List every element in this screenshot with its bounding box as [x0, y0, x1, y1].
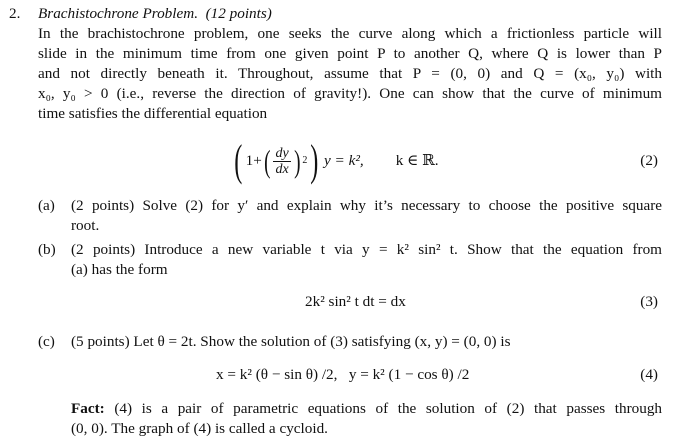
- fact-block: [71, 399, 662, 439]
- part-c-text: [71, 332, 662, 352]
- part-a-line-1: (2 points) Solve (2) for y′ and explain why it’s necessary to choose the positive square: [71, 197, 662, 214]
- problem-number: 2.: [9, 5, 21, 22]
- eq2-rhs: y = k²,: [324, 152, 364, 169]
- fact-line-2: (0, 0). The graph of (4) is called a cycloid.: [71, 420, 328, 437]
- part-b-line-1: (2 points) Introduce a new variable t via y = k² sin² t. Show that the equation from: [71, 241, 662, 258]
- problem-intro: [38, 4, 662, 124]
- equation-4: [0, 365, 677, 389]
- equation-2-body: ( 1+ ( $\frac{dy}{dx}$ ) 2 ) y = k², k ∈ ℝ.: [234, 136, 439, 185]
- equation-3: [0, 292, 677, 316]
- equation-3-number: (3): [640, 293, 658, 310]
- equation-4-number: (4): [640, 366, 658, 383]
- intro-line-1: In the brachistochrone problem, one seeks the curve along which a frictionless particle will: [38, 25, 662, 42]
- part-a-line-2: root.: [71, 217, 100, 234]
- intro-line-3: and not directly beneath it. Throughout, assume that P = (0, 0) and Q = (x₀, y₀) with: [38, 65, 662, 82]
- equation-3-body: 2k² sin² t dt = dx: [305, 293, 406, 310]
- right-big-paren: ): [310, 136, 319, 185]
- fraction-numerator: dy: [275, 145, 289, 161]
- part-c-line-1: (5 points) Let θ = 2t. Show the solution of (3) satisfying (x, y) = (0, 0) is: [71, 333, 511, 350]
- intro-line-4: x₀, y₀ > 0 (i.e., reverse the direction of gravity!). One can show that the curve of minimum: [38, 85, 662, 102]
- fraction-denominator: dx: [275, 161, 289, 177]
- part-a-text: [71, 196, 662, 236]
- problem-heading: [38, 4, 662, 24]
- left-big-paren: (: [234, 136, 243, 185]
- left-mid-paren: (: [263, 143, 271, 179]
- problem-points: (12 points): [205, 5, 272, 22]
- equation-2-number: (2): [640, 152, 658, 169]
- part-b-text: [71, 240, 662, 280]
- eq2-one-plus: 1+: [245, 152, 262, 169]
- problem-title: Brachistochrone Problem.: [38, 5, 199, 22]
- right-mid-paren: ): [293, 143, 301, 179]
- intro-line-5: time satisfies the differential equation: [38, 105, 268, 122]
- fact-label: Fact:: [71, 400, 105, 417]
- equation-2: [0, 131, 677, 191]
- part-b-label: (b): [38, 241, 56, 258]
- fact-line-1: [71, 399, 662, 419]
- part-c-label: (c): [38, 333, 55, 350]
- equation-4-body: x = k² (θ − sin θ) /2, y = k² (1 − cos θ) /2: [216, 366, 470, 383]
- eq2-domain: k ∈ ℝ.: [395, 152, 439, 169]
- dy-dx-fraction: [273, 146, 290, 177]
- intro-line-2: slide in the minimum time from one given point P to another Q, where Q is lower than P: [38, 45, 662, 62]
- fact-line-1-text: (4) is a pair of parametric equations of the solution of (2) that passes through: [114, 400, 663, 417]
- part-b-line-2: (a) has the form: [71, 261, 168, 278]
- part-a-label: (a): [38, 197, 55, 214]
